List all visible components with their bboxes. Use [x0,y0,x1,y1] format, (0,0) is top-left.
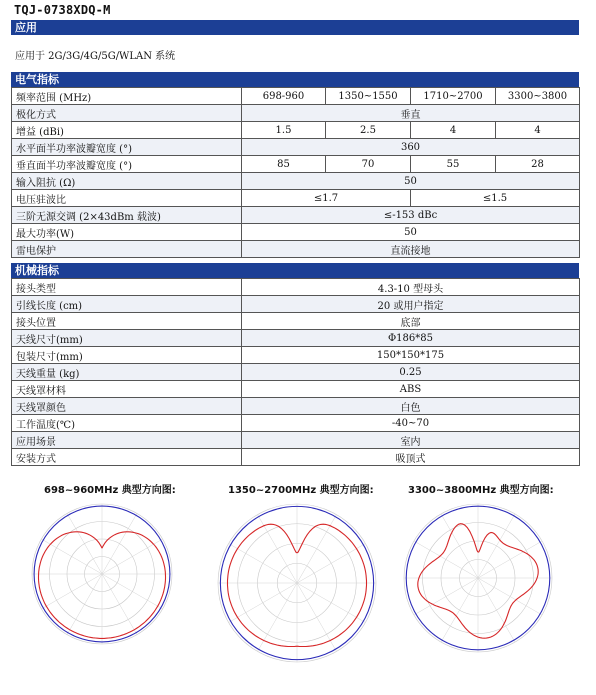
table-row [12,156,580,173]
mechanical-table [11,278,580,466]
gain-value: 1.5 [242,122,326,139]
grid-spoke [67,574,102,635]
mechanical-value: Φ186*85 [242,330,580,347]
mechanical-value: 0.25 [242,364,580,381]
mechanical-label: 天线罩颜色 [12,398,242,415]
mechanical-label: 应用场景 [12,432,242,449]
h-beamwidth-value: 360 [242,139,580,156]
radiation-pattern-chart [212,498,382,668]
mechanical-label: 工作温度(℃) [12,415,242,432]
model-number: TQJ-0738XDQ-M [14,3,111,17]
mechanical-value: 20 或用户指定 [242,296,580,313]
vswr-label: 电压驻波比 [12,190,242,207]
mechanical-value: 室内 [242,432,580,449]
v-beamwidth-label: 垂直面半功率波瓣宽度 (°) [12,156,242,173]
table-row [12,207,580,224]
table-row [12,173,580,190]
table-row [12,364,580,381]
v-beamwidth-value: 70 [326,156,411,173]
grid-spoke [67,513,102,574]
table-row [12,224,580,241]
grid-spoke [102,513,137,574]
section-header-electrical: 电气指标 [11,72,579,87]
table-row [12,313,580,330]
mechanical-label: 天线尺寸(mm) [12,330,242,347]
freq-value: 1710~2700 [411,88,496,105]
table-row [12,296,580,313]
table-row [12,398,580,415]
table-row [12,449,580,466]
lightning-label: 雷电保护 [12,241,242,258]
mechanical-label: 天线罩材料 [12,381,242,398]
v-beamwidth-value: 28 [496,156,580,173]
radiation-pattern-chart [26,498,178,650]
grid-spoke [41,574,102,609]
mechanical-value: 150*150*175 [242,347,580,364]
freq-value: 698-960 [242,88,326,105]
mechanical-label: 接头类型 [12,279,242,296]
pattern-title: 1350~2700MHz 典型方向图: [228,485,374,496]
mechanical-value: -40~70 [242,415,580,432]
mechanical-label: 安装方式 [12,449,242,466]
section-header-mechanical: 机械指标 [11,263,579,278]
v-beamwidth-value: 55 [411,156,496,173]
mechanical-value: 4.3-10 型母头 [242,279,580,296]
gain-value: 2.5 [326,122,411,139]
table-row [12,347,580,364]
table-row [12,279,580,296]
table-row [12,122,580,139]
gain-value: 4 [496,122,580,139]
h-beamwidth-label: 水平面半功率波瓣宽度 (°) [12,139,242,156]
table-row [12,190,580,207]
mechanical-label: 引线长度 (cm) [12,296,242,313]
grid-spoke [258,515,298,583]
pim-label: 三阶无源交调 (2×43dBm 载波) [12,207,242,224]
grid-spoke [229,583,297,623]
mechanical-value: 底部 [242,313,580,330]
radiation-pattern-chart [398,498,558,658]
freq-label: 频率范围 (MHz) [12,88,242,105]
polarization-label: 极化方式 [12,105,242,122]
freq-value: 3300~3800 [496,88,580,105]
pim-value: ≤-153 dBc [242,207,580,224]
impedance-label: 输入阻抗 (Ω) [12,173,242,190]
section-header-application: 应用 [11,20,579,35]
pattern-title: 698~960MHz 典型方向图: [44,485,176,496]
max-power-label: 最大功率(W) [12,224,242,241]
polarization-value: 垂直 [242,105,580,122]
table-row [12,105,580,122]
table-row [12,415,580,432]
grid-spoke [229,544,297,584]
gain-value: 4 [411,122,496,139]
vswr-value: ≤1.7 [242,190,411,207]
grid-spoke [297,515,337,583]
table-row [12,139,580,156]
vswr-value: ≤1.5 [411,190,580,207]
impedance-value: 50 [242,173,580,190]
pattern-title: 3300~3800MHz 典型方向图: [408,485,554,496]
grid-spoke [102,574,137,635]
mechanical-value: 吸顶式 [242,449,580,466]
max-power-value: 50 [242,224,580,241]
table-row [12,241,580,258]
table-row [12,88,580,105]
lightning-value: 直流接地 [242,241,580,258]
mechanical-value: ABS [242,381,580,398]
v-beamwidth-value: 85 [242,156,326,173]
freq-value: 1350~1550 [326,88,411,105]
electrical-table [11,87,580,258]
mechanical-value: 白色 [242,398,580,415]
grid-spoke [297,583,365,623]
gain-label: 增益 (dBi) [12,122,242,139]
grid-spoke [297,544,365,584]
table-row [12,381,580,398]
table-row [12,432,580,449]
grid-spoke [102,574,163,609]
mechanical-label: 包装尺寸(mm) [12,347,242,364]
application-text: 应用于 2G/3G/4G/5G/WLAN 系统 [15,51,176,62]
grid-spoke [258,583,298,651]
mechanical-label: 天线重量 (kg) [12,364,242,381]
mechanical-label: 接头位置 [12,313,242,330]
table-row [12,330,580,347]
grid-spoke [297,583,337,651]
